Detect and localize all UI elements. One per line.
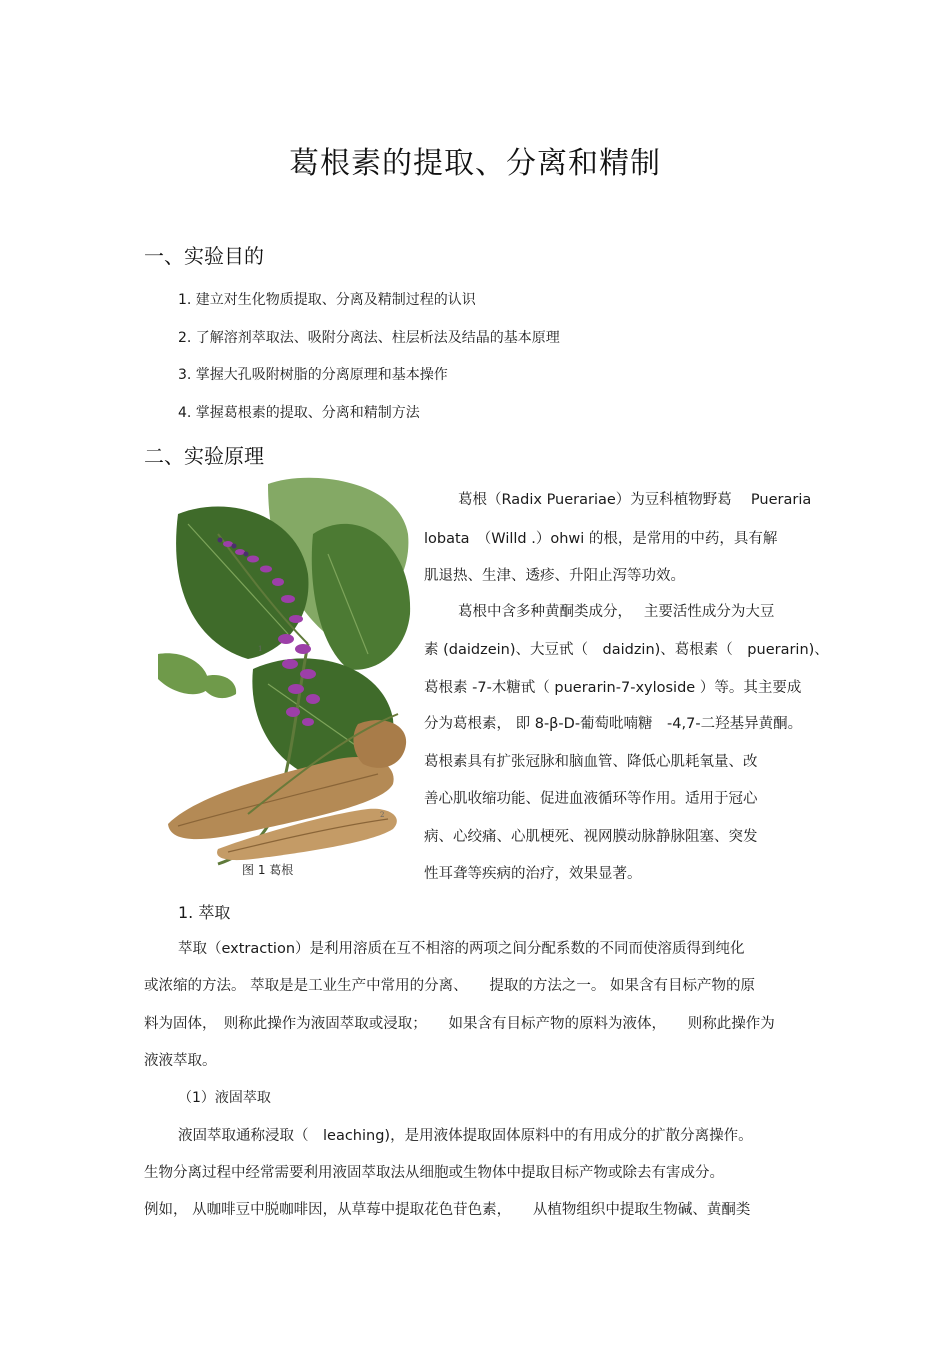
page-title: 葛根素的提取、分离和精制	[289, 146, 661, 181]
paragraph-line: 或浓缩的方法。 萃取是是工业生产中常用的分离、 提取的方法之一。 如果含有目标产物的原	[144, 978, 755, 994]
section-heading-objectives: 一、实验目的	[144, 244, 264, 268]
objective-item: 1. 建立对生化物质提取、分离及精制过程的认识	[178, 292, 476, 308]
paragraph-line: 葛根素 -7-木糖甙（ puerarin-7-xyloside ）等。其主要成	[424, 680, 802, 696]
kudzu-illustration	[158, 474, 414, 866]
paragraph-line: 性耳聋等疾病的治疗，效果显著。	[424, 866, 642, 882]
paragraph-line: lobata （Willd .）ohwi 的根，是常用的中药，具有解	[424, 531, 778, 547]
paragraph-line: 肌退热、生津、透疹、升阳止泻等功效。	[424, 568, 685, 584]
paragraph-line: 生物分离过程中经常需要利用液固萃取法从细胞或生物体中提取目标产物或除去有害成分。	[144, 1165, 724, 1181]
figure-caption: 图 1 葛根	[242, 863, 294, 877]
paragraph-line: 素 (daidzein)、大豆甙（ daidzin)、葛根素（ puerarin)、	[424, 642, 829, 658]
paragraph-line: 例如， 从咖啡豆中脱咖啡因，从草莓中提取花色苷色素， 从植物组织中提取生物碱、黄酮类	[144, 1202, 751, 1218]
objective-item: 4. 掌握葛根素的提取、分离和精制方法	[178, 405, 420, 421]
subsection-heading-solid-liquid: （1）液固萃取	[178, 1090, 271, 1106]
paragraph-line: 液液萃取。	[144, 1053, 217, 1069]
paragraph-line: 病、心绞痛、心肌梗死、视网膜动脉静脉阻塞、突发	[424, 829, 758, 845]
section-heading-principle: 二、实验原理	[144, 444, 264, 468]
objective-item: 3. 掌握大孔吸附树脂的分离原理和基本操作	[178, 367, 448, 383]
paragraph-line: 葛根素具有扩张冠脉和脑血管、降低心肌耗氧量、改	[424, 754, 758, 770]
paragraph-line: 葛根（Radix Puerariae）为豆科植物野葛 Pueraria	[458, 492, 812, 508]
paragraph-line: 液固萃取通称浸取（ leaching)，是用液体提取固体原料中的有用成分的扩散分离操作。	[178, 1128, 753, 1144]
paragraph-line: 料为固体， 则称此操作为液固萃取或浸取； 如果含有目标产物的原料为液体， 则称此操作为	[144, 1016, 775, 1032]
subsection-heading-extraction: 1. 萃取	[178, 903, 231, 922]
paragraph-line: 萃取（extraction）是利用溶质在互不相溶的两项之间分配系数的不同而使溶质得到纯化	[178, 941, 745, 957]
paragraph-line: 善心肌收缩功能、促进血液循环等作用。适用于冠心	[424, 791, 758, 807]
objective-item: 2. 了解溶剂萃取法、吸附分离法、柱层析法及结晶的基本原理	[178, 330, 560, 346]
paragraph-line: 分为葛根素， 即 8-β-D-葡萄吡喃糖 -4,7-二羟基异黄酮。	[424, 716, 803, 732]
figure-label: 2	[380, 811, 385, 819]
paragraph-line: 葛根中含多种黄酮类成分， 主要活性成分为大豆	[458, 604, 775, 620]
figure-label: 1	[258, 645, 263, 653]
